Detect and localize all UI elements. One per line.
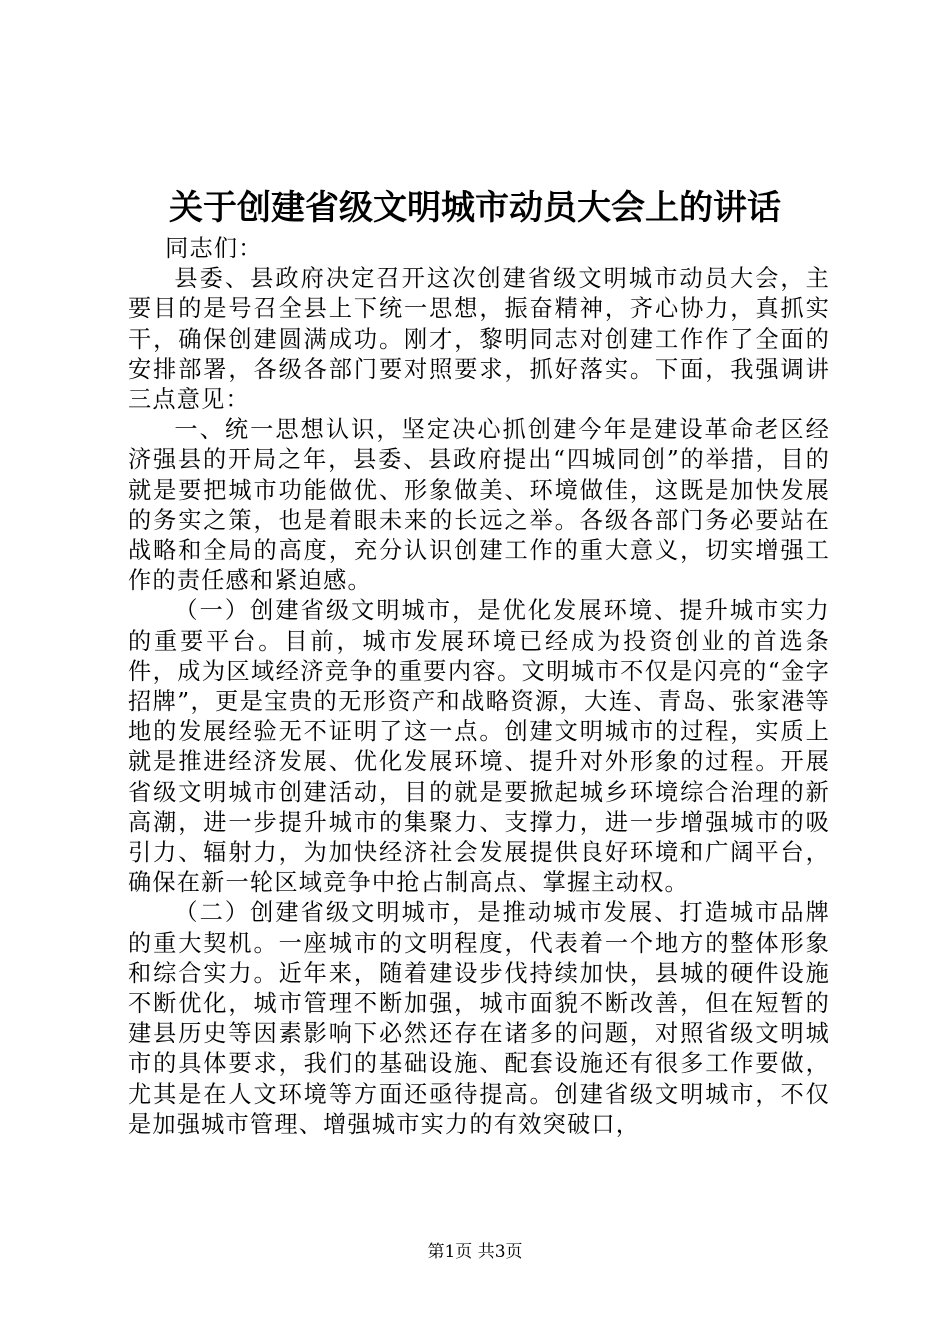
paragraph-section-1: 一、统一思想认识，坚定决心抓创建今年是建设革命老区经济强县的开局之年，县委、县政府提出“四城同创”的举措，目的就是要把城市功能做优、形象做美、环境做佳，这既是加快发展的务实之策，也是着眼未来的长远之举。各级各部门务必要站在战略和全局的高度，充分认识创建工作的重大意义，切实增强工作的责任感和紧迫感。 [128, 416, 830, 595]
page-footer: 第1页 共3页 [427, 1242, 523, 1262]
paragraph-subsection-1: （一）创建省级文明城市，是优化发展环境、提升城市实力的重要平台。目前，城市发展环境已经成为投资创业的首选条件，成为区域经济竞争的重要内容。文明城市不仅是闪亮的“金字招牌”，更是宝贵的无形资产和战略资源，大连、青岛、张家港等地的发展经验无不证明了这一点。创建文明城市的过程，实质上就是推进经济发展、优化发展环境、提升对外形象的过程。开展省级文明城市创建活动，目的就是要掀起城乡环境综合治理的新高潮，进一步提升城市的集聚力、支撑力，进一步增强城市的吸引力、辐射力，为加快经济社会发展提供良好环境和广阔平台，确保在新一轮区域竞争中抢占制高点、掌握主动权。 [128, 597, 830, 897]
document-body [128, 234, 830, 1140]
paragraph-subsection-2: （二）创建省级文明城市，是推动城市发展、打造城市品牌的重大契机。一座城市的文明程度，代表着一个地方的整体形象和综合实力。近年来，随着建设步伐持续加快，县城的硬件设施不断优化，城市管理不断加强，城市面貌不断改善，但在短暂的建县历史等因素影响下必然还存在诸多的问题，对照省级文明城市的具体要求，我们的基础设施、配套设施还有很多工作要做，尤其是在人文环境等方面还亟待提高。创建省级文明城市，不仅是加强城市管理、增强城市实力的有效突破口， [128, 899, 830, 1138]
salutation: 同志们： [165, 235, 263, 262]
document-title: 关于创建省级文明城市动员大会上的讲话 [169, 188, 781, 228]
paragraph-intro: 县委、县政府决定召开这次创建省级文明城市动员大会，主要目的是号召全县上下统一思想，振奋精神，齐心协力，真抓实干，确保创建圆满成功。刚才，黎明同志对创建工作作了全面的安排部署，各级各部门要对照要求，抓好落实。下面，我强调讲三点意见： [128, 265, 830, 414]
